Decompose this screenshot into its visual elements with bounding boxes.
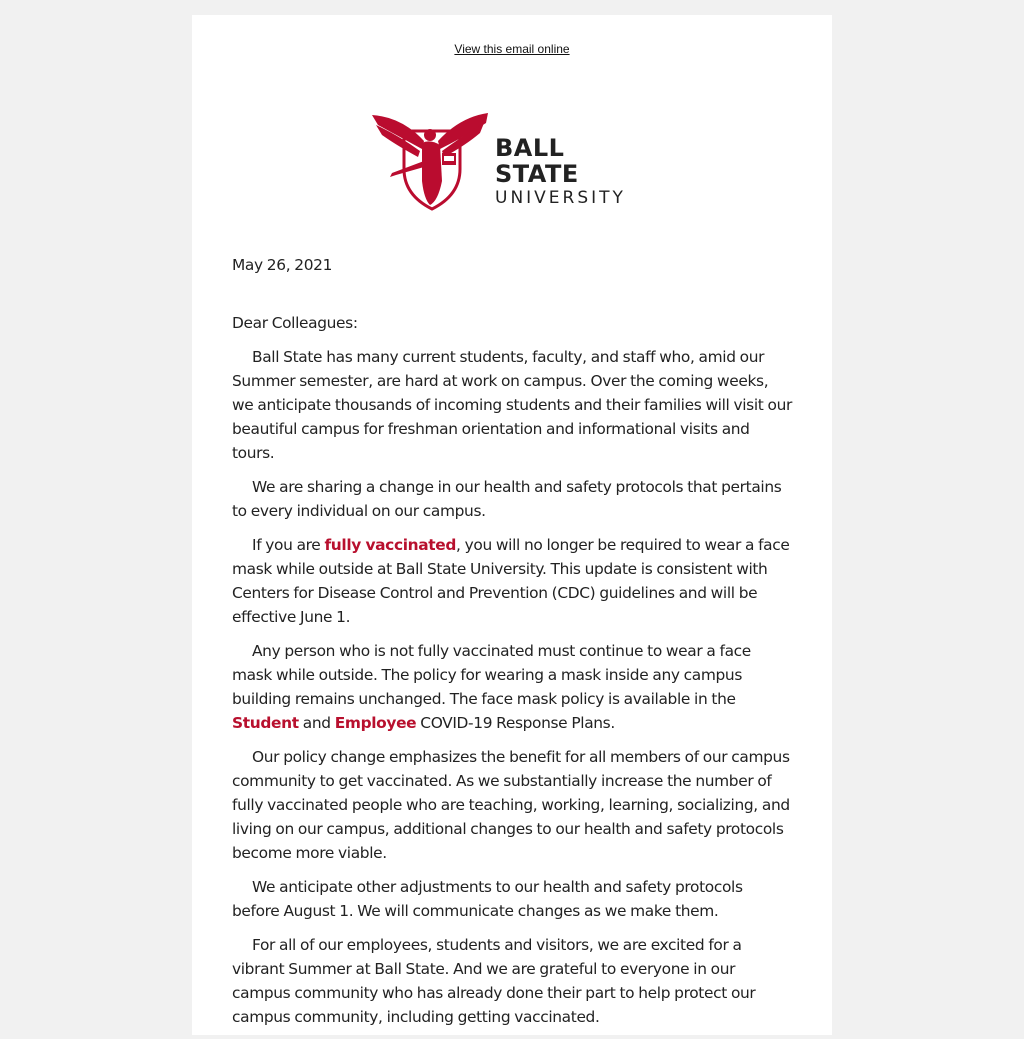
- fully-vaccinated-link[interactable]: fully vaccinated: [324, 536, 457, 554]
- email-card: [192, 15, 832, 1035]
- paragraph-4-pre: Any person who is not fully vaccinated must continue to wear a face mask while outside. The policy for wearing a mask inside any campus building remains unchanged. The face mask policy is available in the: [232, 642, 751, 708]
- ball-state-logo: [372, 111, 654, 211]
- employee-plan-link[interactable]: Employee: [334, 714, 417, 732]
- email-body: [232, 253, 792, 1039]
- logo-line-university: UNIVERSITY: [495, 188, 626, 208]
- paragraph-3: [232, 533, 792, 629]
- email-date: May 26, 2021: [232, 256, 333, 274]
- logo-wordmark: [495, 135, 654, 209]
- paragraph-2: We are sharing a change in our health and safety protocols that pertains to every individual on our campus.: [232, 478, 782, 520]
- paragraph-3-post: , you will no longer be required to wear a face mask while outside at Ball State University. This update is consistent with Centers for Disease Control and Prevention (CDC) guidelines and will be effective June 1.: [232, 536, 790, 626]
- logo-line-ball-state: BALL STATE: [495, 134, 579, 188]
- paragraph-4-mid: and: [298, 714, 335, 732]
- paragraph-4: [232, 639, 792, 735]
- view-email-online-link[interactable]: View this email online: [454, 42, 570, 56]
- view-online-container: [192, 42, 832, 56]
- paragraph-1: Ball State has many current students, faculty, and staff who, amid our Summer semester, are hard at work on campus. Over the coming weeks, we anticipate thousands of incoming students and their families will visit our beautiful campus for freshman orientation and informational visits and tours.: [232, 348, 792, 462]
- email-greeting: Dear Colleagues:: [232, 314, 358, 332]
- paragraph-4-post: COVID-19 Response Plans.: [416, 714, 615, 732]
- paragraph-5: Our policy change emphasizes the benefit for all members of our campus community to get vaccinated. As we substantially increase the number of fully vaccinated people who are teaching, working, learning, socializing, and living on our campus, additional changes to our health and safety protocols become more viable.: [232, 748, 790, 862]
- paragraph-7: For all of our employees, students and visitors, we are excited for a vibrant Summer at Ball State. And we are grateful to everyone in our campus community who has already done their part to help protect our campus community, including getting vaccinated.: [232, 936, 756, 1026]
- cardinal-angel-crest-icon: [372, 111, 492, 211]
- student-plan-link[interactable]: Student: [232, 714, 299, 732]
- paragraph-3-pre: If you are: [252, 536, 325, 554]
- paragraph-6: We anticipate other adjustments to our health and safety protocols before August 1. We will communicate changes as we make them.: [232, 878, 743, 920]
